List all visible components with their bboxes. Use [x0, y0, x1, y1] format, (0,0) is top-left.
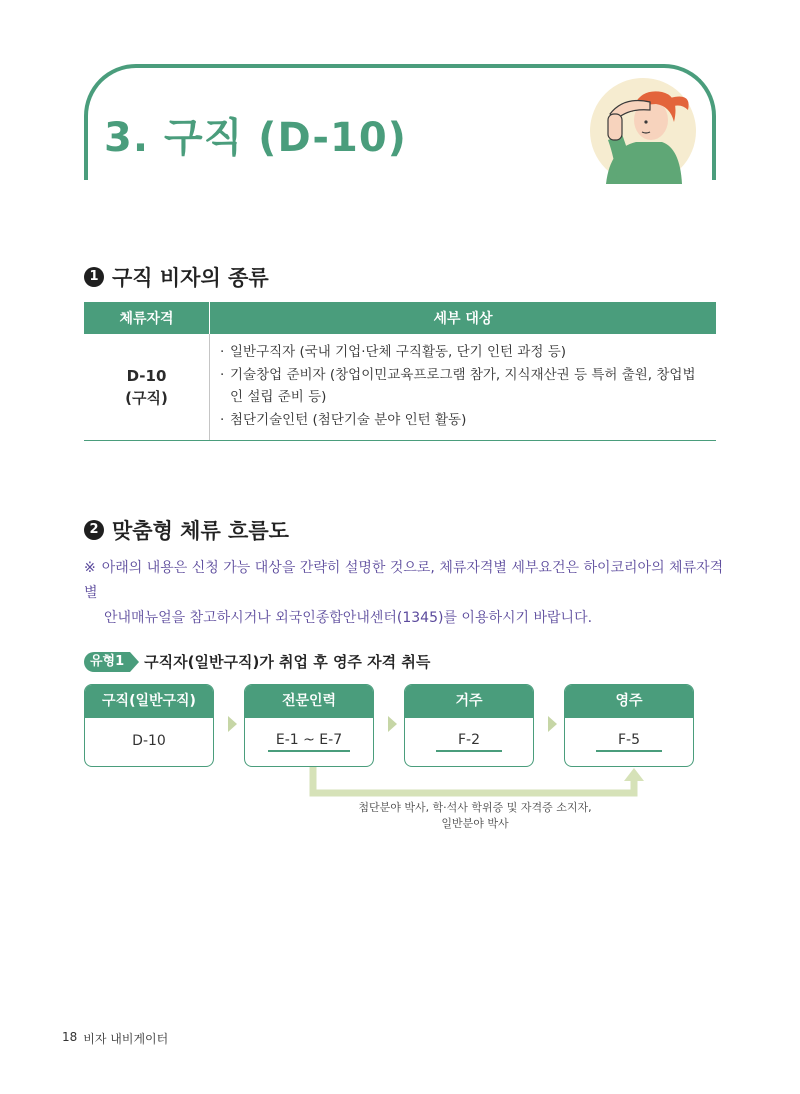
number-badge: 2 [84, 520, 104, 540]
visa-code-name: (구직) [125, 389, 168, 407]
number-badge: 1 [84, 267, 104, 287]
flow-type-title: 구직자(일반구직)가 취업 후 영주 자격 취득 [144, 653, 431, 671]
flow-step-title: 전문인력 [245, 685, 373, 718]
note-mark: ※ [84, 560, 96, 576]
column-header-details: 세부 대상 [210, 302, 717, 334]
arrow-right-icon [388, 716, 397, 732]
table-header-row [84, 302, 716, 334]
page-footer [62, 1030, 168, 1047]
chapter-title: 3. 구직 (D-10) [104, 115, 407, 161]
section-title: 구직 비자의 종류 [112, 266, 269, 290]
column-header-status: 체류자격 [84, 302, 210, 334]
flow-step-value: E-1 ~ E-7 [268, 732, 350, 752]
list-item: · 첨단기술인턴 (첨단기술 분야 인턴 활동) [220, 412, 467, 428]
visa-code-cell [84, 334, 210, 441]
flow-step-title: 영주 [565, 685, 693, 718]
visa-type-table [84, 302, 716, 441]
flow-step-job-seeking [84, 684, 214, 767]
flow-step-value: F-2 [436, 732, 502, 752]
list-item: · 일반구직자 (국내 기업·단체 구직활동, 단기 인턴 과정 등) [220, 344, 567, 360]
section-heading-flow [84, 515, 289, 545]
section-heading-visa-types [84, 262, 269, 292]
visa-code: D-10 [126, 367, 167, 385]
flow-type-row [84, 651, 430, 672]
table-row [84, 334, 716, 441]
flow-step-title: 구직(일반구직) [85, 685, 213, 718]
page-number: 18 [62, 1030, 78, 1044]
bypass-condition-note: 첨단분야 박사, 학·석사 학위증 및 자격증 소지자, 일반분야 박사 [358, 801, 592, 830]
flow-step-title: 거주 [405, 685, 533, 718]
note-line-2: 안내매뉴얼을 참고하시거나 외국인종합안내센터(1345)를 이용하시기 바랍니다. [104, 610, 593, 626]
publication-title: 비자 내비게이터 [83, 1032, 169, 1046]
note-line-1: 아래의 내용은 신청 가능 대상을 간략히 설명한 것으로, 체류자격별 세부요건은 하이코리아의 체류자격별 [84, 560, 724, 601]
visa-details-cell [210, 334, 717, 441]
flow-step-permanent [564, 684, 694, 767]
flow-step-residence [404, 684, 534, 767]
arrow-right-icon [548, 716, 557, 732]
flow-step-value: D-10 [132, 733, 166, 749]
type-badge: 유형1 [84, 652, 130, 672]
person-looking-illustration [588, 76, 698, 186]
arrow-right-icon [228, 716, 237, 732]
flow-step-value: F-5 [596, 732, 662, 752]
list-item: · 기술창업 준비자 (창업이민교육프로그램 참가, 지식재산권 등 특허 출원, 창업법인 설립 준비 등) [220, 367, 696, 405]
reference-note [84, 556, 724, 631]
section-title: 맞춤형 체류 흐름도 [112, 519, 289, 543]
flow-step-professional [244, 684, 374, 767]
